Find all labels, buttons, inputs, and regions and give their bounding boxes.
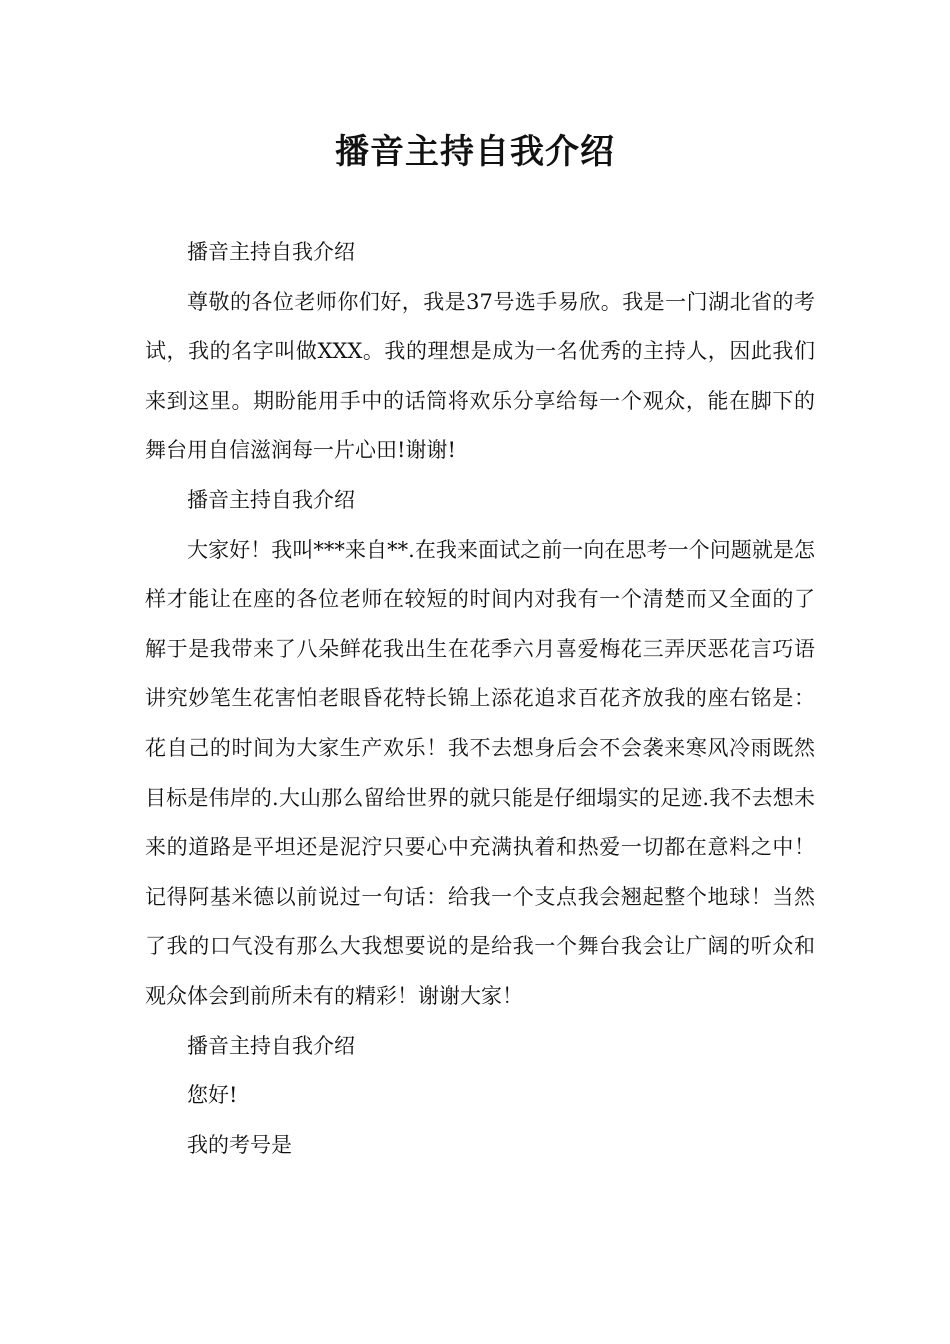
page-title: 播音主持自我介绍 [335,132,615,172]
body-paragraph: 我的考号是 [187,1132,292,1157]
document-body [145,228,815,1170]
body-paragraph: 大家好！我叫***来自**.在我来面试之前一向在思考一个问题就是怎样才能让在座的各位老师在较短的时间内对我有一个清楚而又全面的了解于是我带来了八朵鲜花我出生在花季六月喜爱梅花三弄厌恶花言巧语讲究妙笔生花害怕老眼昏花特长锦上添花追求百花齐放我的座右铭是：花自己的时间为大家生产欢乐！我不去想身后会不会袭来寒风冷雨既然目标是伟岸的.大山那么留给世界的就只能是仔细塌实的足迹.我不去想未来的道路是平坦还是泥泞只要心中充满执着和热爱一切都在意料之中！记得阿基米德以前说过一句话：给我一个支点我会翘起整个地球！当然了我的口气没有那么大我想要说的是给我一个舞台我会让广阔的听众和观众体会到前所未有的精彩！谢谢大家！ [145,537,815,1008]
section-heading: 播音主持自我介绍 [187,487,355,512]
body-paragraph: 尊敬的各位老师你们好，我是37号选手易欣。我是一门湖北省的考试，我的名字叫做XXX。我的理想是成为一名优秀的主持人，因此我们来到这里。期盼能用手中的话筒将欢乐分享给每一个观众，能在脚下的舞台用自信滋润每一片心田!谢谢! [145,289,815,463]
section-heading: 播音主持自我介绍 [187,1033,355,1058]
body-paragraph: 您好! [187,1083,238,1108]
section-heading: 播音主持自我介绍 [187,240,355,264]
